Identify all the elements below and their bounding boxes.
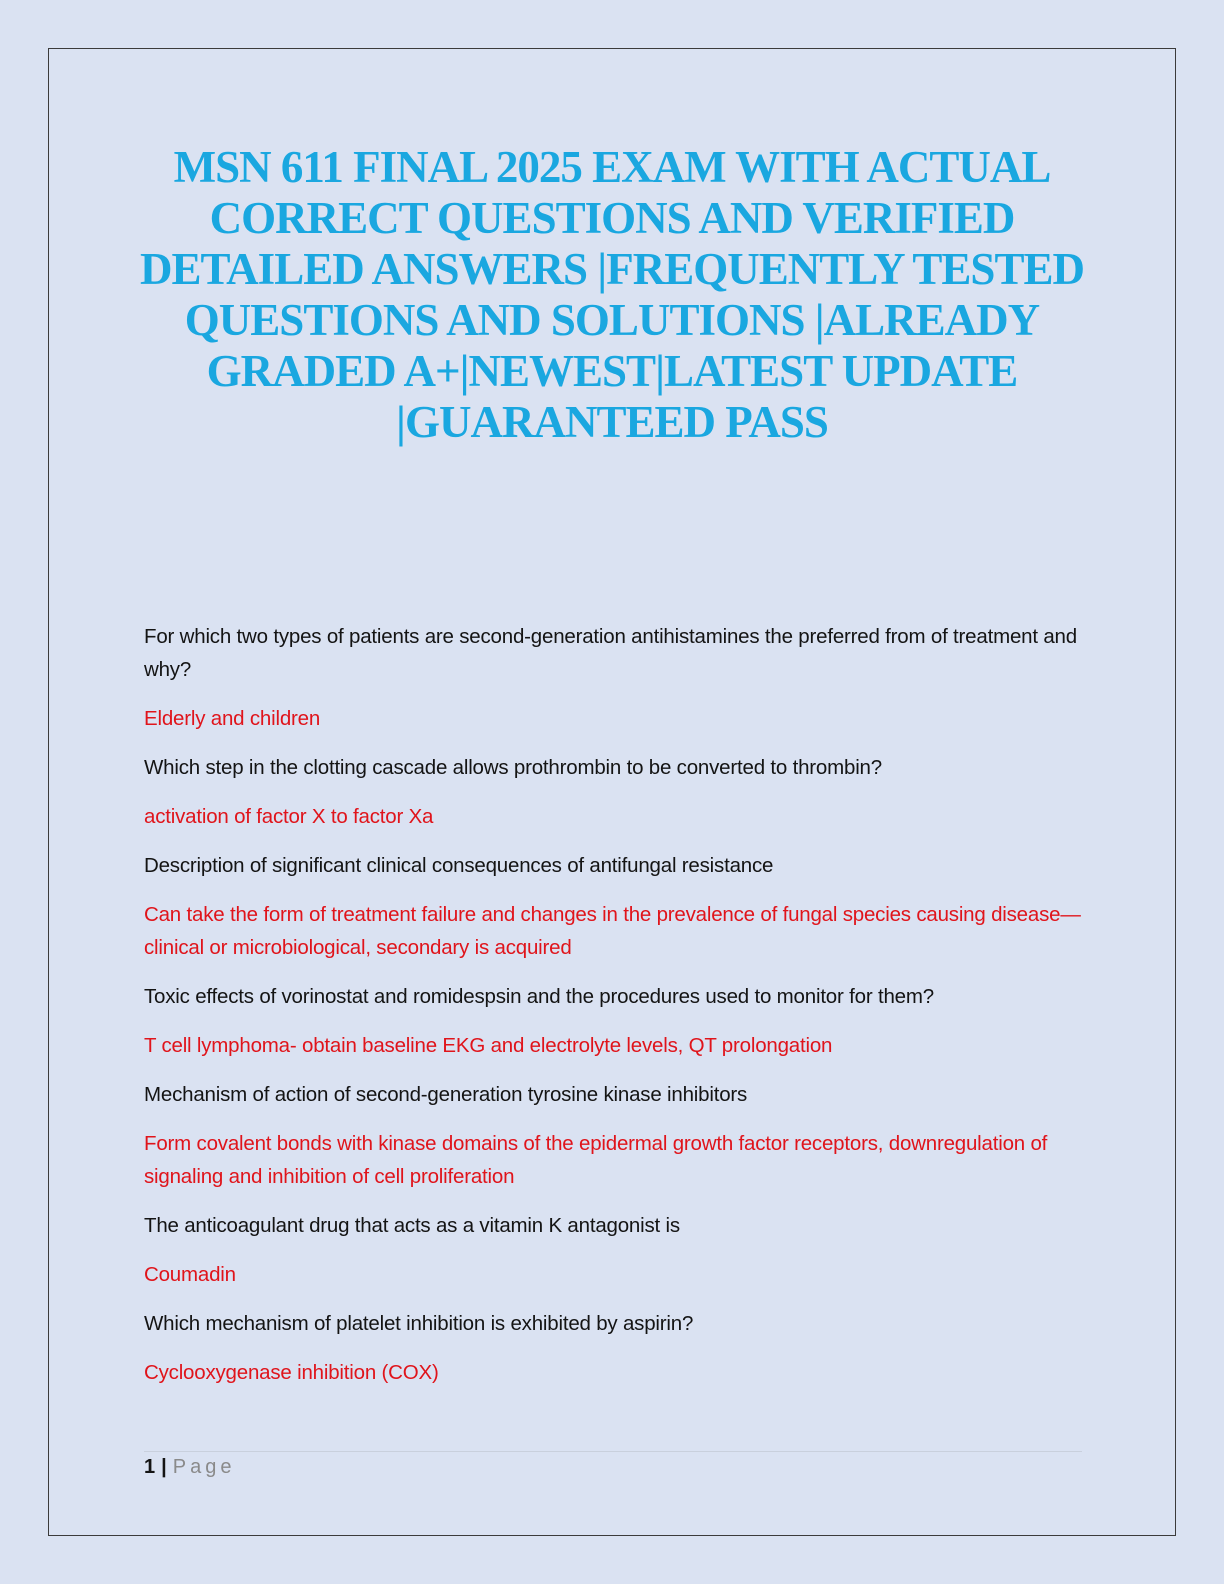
answer-7: Cyclooxygenase inhibition (COX) xyxy=(144,1361,439,1384)
footer-separator: | xyxy=(161,1456,167,1478)
question-6: The anticoagulant drug that acts as a vitamin K antagonist is xyxy=(144,1214,680,1237)
page-footer xyxy=(144,1454,235,1480)
answer-6: Coumadin xyxy=(144,1263,236,1286)
question-7: Which mechanism of platelet inhibition is exhibited by aspirin? xyxy=(144,1312,694,1335)
qa-list xyxy=(144,620,1084,1405)
question-1: For which two types of patients are second-generation antihistamines the preferred from of treatment and why? xyxy=(144,625,1077,681)
document-title: MSN 611 FINAL 2025 EXAM WITH ACTUAL CORRECT QUESTIONS AND VERIFIED DETAILED ANSWERS |FREQUENTLY TESTED QUESTIONS AND SOLUTIONS |ALREADY GRADED A+|NEWEST|LATEST UPDATE |GUARANTEED PASS xyxy=(140,142,1084,447)
answer-2: activation of factor X to factor Xa xyxy=(144,805,434,828)
answer-3: Can take the form of treatment failure and changes in the prevalence of fungal species causing disease—clinical or microbiological, secondary is acquired xyxy=(144,903,1081,959)
answer-1: Elderly and children xyxy=(144,707,321,730)
answer-4: T cell lymphoma- obtain baseline EKG and electrolyte levels, QT prolongation xyxy=(144,1034,833,1057)
page-number: 1 xyxy=(144,1456,156,1478)
page-word: Page xyxy=(172,1456,236,1478)
question-2: Which step in the clotting cascade allows prothrombin to be converted to thrombin? xyxy=(144,756,882,779)
question-4: Toxic effects of vorinostat and romidespsin and the procedures used to monitor for them? xyxy=(144,985,934,1008)
question-5: Mechanism of action of second-generation tyrosine kinase inhibitors xyxy=(144,1083,748,1106)
question-3: Description of significant clinical consequences of antifungal resistance xyxy=(144,854,774,877)
footer-divider xyxy=(144,1451,1082,1452)
answer-5: Form covalent bonds with kinase domains of the epidermal growth factor receptors, downregulation of signaling and inhibition of cell proliferation xyxy=(144,1132,1048,1188)
